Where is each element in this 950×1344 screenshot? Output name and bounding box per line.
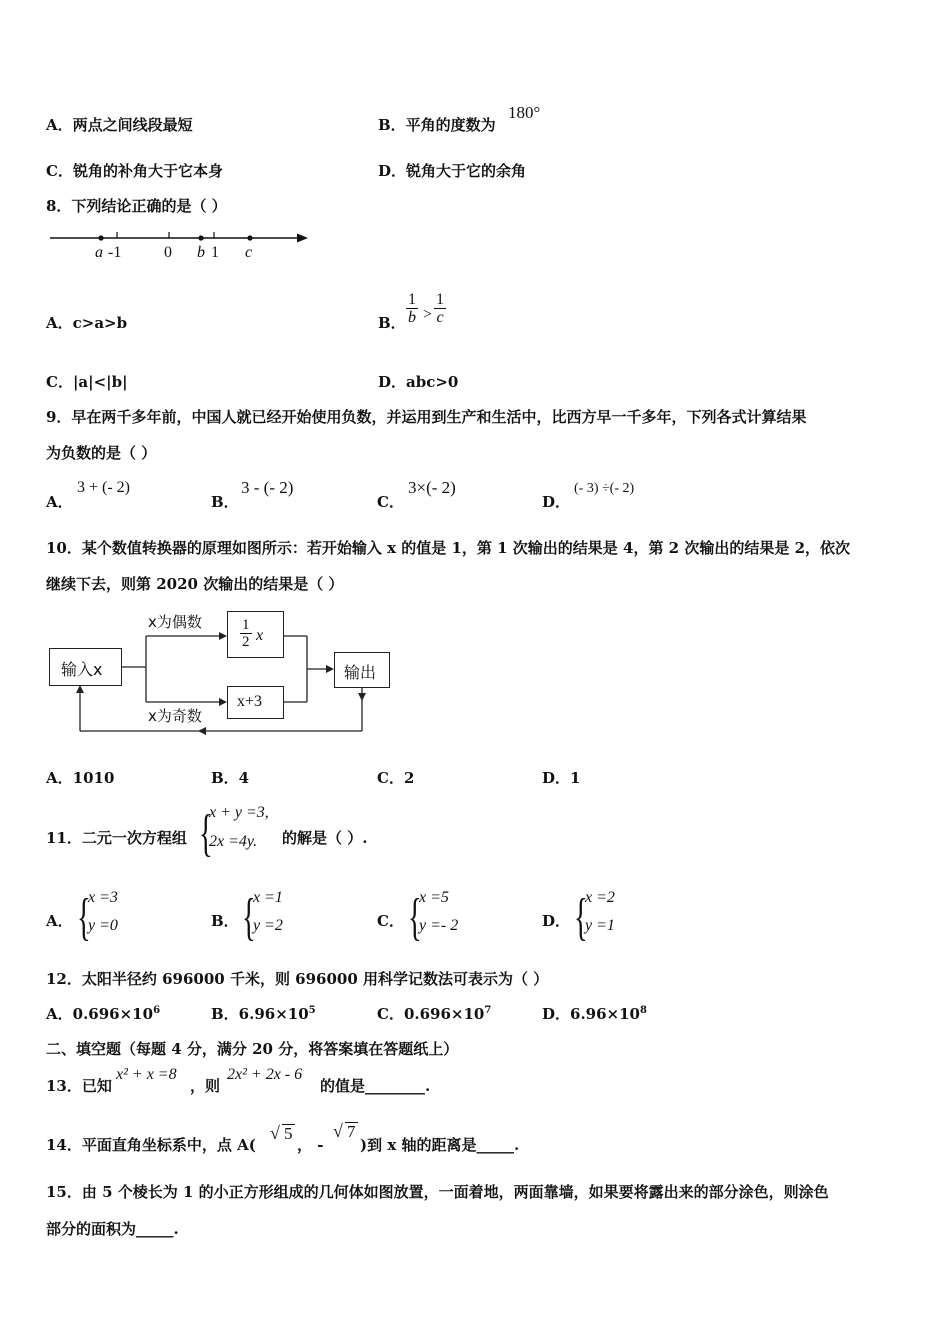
q9-option-a-math: 3 + (- 2) [77,479,131,496]
flowchart-half-box [227,611,284,658]
q12-option-d-exp: 8 [639,1005,647,1016]
numberline-label-0: 0 [164,244,172,261]
section2-heading: 二、填空题（每题 4 分，满分 20 分，将答案填在答题纸上） [46,1040,459,1058]
q10-stem-line2: 继续下去，则第 2020 次输出的结果是（ ） [46,575,344,593]
q7-option-b-math: 180° [508,103,541,122]
q12-option-b-exp: 5 [308,1005,316,1016]
q11-option-c-label: C． [377,912,404,930]
flowchart-odd-label: x为奇数 [148,707,202,725]
q7-option-b: B．平角的度数为 [378,116,496,134]
q14-post: )到 x 轴的距离是_____. [360,1136,520,1154]
q12-option-a-base: A．0.696×10 [46,1005,154,1023]
numberline-label-a: a [95,244,103,261]
q13-post: 的值是________. [320,1077,431,1095]
q12-option-c-base: C．0.696×10 [377,1005,485,1023]
q9-option-c-label: C． [377,493,404,511]
frac-num: 1 [408,291,416,308]
q13-expr1: x² + x =8 [116,1066,177,1083]
q13-pre: 13．已知 [46,1077,112,1095]
q8-option-d: D．abc>0 [378,373,459,391]
q10-option-d: D．1 [542,769,581,787]
numberline-label-neg1: -1 [108,244,122,261]
q14-sqrt1-sign: √ [270,1123,280,1143]
q11-option-d-l2: y =1 [585,917,615,934]
q12-option-d [542,1005,647,1023]
q14-pre: 14．平面直角坐标系中，点 A( [46,1136,256,1154]
q10-stem-line1: 10．某个数值转换器的原理如图所示：若开始输入 x 的值是 1，第 1 次输出的结果是 4，第 2 次输出的结果是 2，依次 [46,539,851,557]
q10-option-c: C．2 [377,769,415,787]
q11-option-a-brace: { [77,889,91,946]
q9-option-d-label: D． [542,493,571,511]
q9-stem-line2: 为负数的是（ ） [46,444,157,462]
frac-num: 1 [436,291,444,308]
q8-option-a: A．c>a>b [46,314,128,332]
q11-option-d-brace: { [574,889,588,946]
q10-option-b: B．4 [211,769,250,787]
flowchart-output-box [334,652,390,688]
q14-sqrt1-radicand: 5 [284,1124,293,1143]
q14-sqrt2-radicand: 7 [347,1122,356,1141]
q8-option-b-label: B． [378,314,406,332]
q11-option-a-l1: x =3 [88,889,118,906]
q13-mid: ，则 [190,1077,221,1095]
q11-option-c-l2: y =- 2 [419,917,459,934]
q11-system-brace: { [199,805,213,862]
q11-option-b-brace: { [242,889,256,946]
q11-option-a-label: A． [46,912,73,930]
q9-stem-line1: 9．早在两千多年前，中国人就已经开始使用负数，并运用到生产和生活中，比西方早一千多年，下列各式计算结果 [46,408,807,426]
frac-den: b [408,309,416,326]
q11-option-a-l2: y =0 [88,917,118,934]
q11-option-c-brace: { [408,889,422,946]
q9-option-a-label: A． [46,493,73,511]
q14-sqrt2-sign: √ [333,1121,343,1141]
frac-den: c [436,309,444,326]
q7-option-d: D．锐角大于它的余角 [378,162,527,180]
q12-option-c-exp: 7 [484,1005,492,1016]
q8-option-c: C．|a|<|b| [46,373,128,391]
flowchart-plus3-box [227,686,284,719]
q9-option-b-math: 3 - (- 2) [241,478,294,497]
q12-stem: 12．太阳半径约 696000 千米，则 696000 用科学记数法可表示为（ ） [46,970,549,988]
flowchart-half-var: x [256,627,264,644]
q12-option-a [46,1005,160,1023]
q12-option-d-base: D．6.96×10 [542,1005,640,1023]
q7-option-a: A．两点之间线段最短 [46,116,193,134]
q11-option-d-label: D． [542,912,571,930]
q15-line1: 15．由 5 个棱长为 1 的小正方形组成的几何体如图放置，一面着地，两面靠墙，如果要将露出来的部分涂色，则涂色 [46,1183,829,1201]
q12-option-c [377,1005,491,1023]
q11-stem-post: 的解是（ ）. [282,829,368,847]
q9-option-c-math: 3×(- 2) [408,478,456,497]
q11-eq2: 2x =4y. [209,833,258,850]
q12-option-b-base: B．6.96×10 [211,1005,309,1023]
q14-comma: ， - [297,1136,324,1154]
q8-stem: 8．下列结论正确的是（ ） [46,197,227,215]
q11-stem-pre: 11．二元一次方程组 [46,829,187,847]
numberline-label-1: 1 [211,244,219,261]
flowchart-even-label: x为偶数 [148,613,202,631]
q11-option-b-l2: y =2 [253,917,283,934]
q11-option-d-l1: x =2 [585,889,615,906]
q7-option-c: C．锐角的补角大于它本身 [46,162,223,180]
q10-option-a: A．1010 [46,769,115,787]
q8-gt-sign: > [423,306,433,323]
q11-option-b-l1: x =1 [253,889,283,906]
q9-option-d-math: (- 3) ÷(- 2) [574,481,635,496]
flowchart-plus3-label: x+3 [237,693,263,710]
numberline-label-b: b [197,244,205,261]
frac-num: 1 [242,617,250,633]
flowchart-half-frac [240,617,252,650]
numberline-label-c: c [245,244,253,261]
q11-eq1: x + y =3, [209,804,269,821]
flowchart-input-label: 输入x [61,660,103,679]
frac-den: 2 [242,634,250,650]
q15-line2: 部分的面积为_____. [46,1220,179,1238]
flowchart-input-box [49,648,122,686]
q13-expr2: 2x² + 2x - 6 [227,1066,303,1083]
q12-option-b [211,1005,316,1023]
q12-option-a-exp: 6 [153,1005,161,1016]
q9-option-b-label: B． [211,493,239,511]
flowchart-output-label: 输出 [344,663,377,682]
q11-option-c-l1: x =5 [419,889,449,906]
q11-option-b-label: B． [211,912,239,930]
